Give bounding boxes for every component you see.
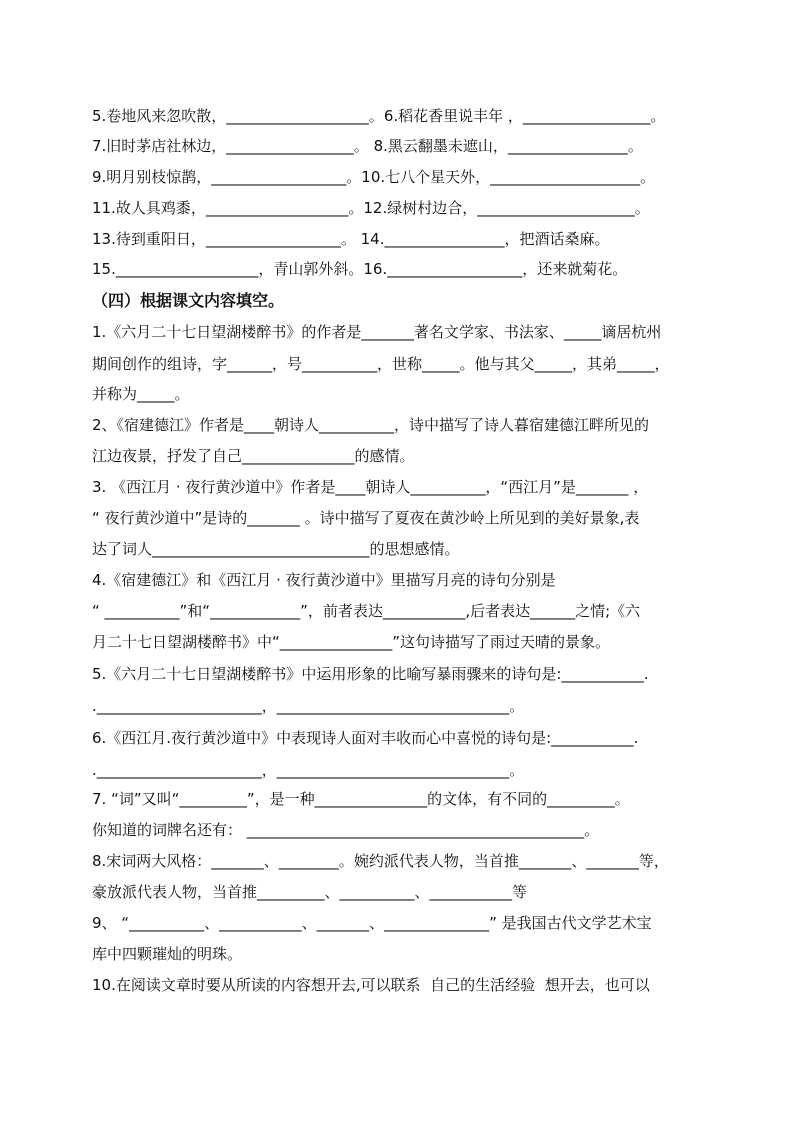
question-line: 2、《宿建德江》作者是____朝诗人__________，诗中描写了诗人暮宿建德江畔所见的	[92, 416, 650, 434]
section-heading: （四）根据课文内容填空。	[92, 291, 285, 310]
question-line: 4.《宿建德江》和《西江月 · 夜行黄沙道中》里描写月亮的诗句分别是	[92, 571, 556, 589]
question-line: 5.《六月二十七日望湖楼醉书》中运用形象的比喻写暴雨骤来的诗句是:___________.	[92, 665, 649, 683]
question-line: 9、 “__________、___________、_______、______________” 是我国古代文学艺术宝	[92, 914, 652, 932]
fill-line: 5.卷地风来忽吹散，___________________。6.稻花香里说丰年 ，_________________。	[92, 107, 666, 125]
question-line: 并称为_____。	[92, 385, 190, 403]
question-line: .______________________，_______________________________。	[92, 697, 525, 715]
fill-line: 7.旧时茅店社林边，_________________。 8.黑云翻墨未遮山，________________。	[92, 137, 643, 155]
question-line: 江边夜景，抒发了自己_______________的感情。	[92, 447, 415, 465]
question-line: 你知道的词牌名还有： _____________________________________________。	[92, 821, 600, 839]
fill-line: 15.___________________，青山郭外斜。16.__________________，还来就菊花。	[92, 260, 628, 278]
question-line: 库中四颗璀灿的明珠。	[92, 945, 243, 963]
question-line: 10.在阅读文章时要从所读的内容想开去,可以联系 自己的生活经验 想开去，也可以	[92, 976, 650, 994]
question-line: 期间创作的组诗，字______，号__________，世称_____。他与其父_____，其弟_____，	[92, 355, 670, 373]
fill-line: 13.待到重阳日，__________________。 14.________________，把酒话桑麻。	[92, 230, 610, 248]
question-line: “ __________”和“____________”，前者表达___________,后者表达______之情;《六	[92, 602, 641, 620]
question-line: 月二十七日望湖楼醉书》中“_______________”这句诗描写了雨过天晴的景象。	[92, 633, 611, 651]
question-line: 达了词人_____________________________的思想感情。	[92, 540, 460, 558]
question-line: 豪放派代表人物，当首推_________、__________、___________等	[92, 883, 528, 901]
fill-line: 11.故人具鸡黍，___________________。12.绿树村边合，_____________________。	[92, 199, 650, 217]
question-line: “ 夜行黄沙道中”是诗的_______ 。诗中描写了夏夜在黄沙岭上所见到的美好景象,表	[92, 509, 640, 527]
question-line: 3. 《西江月 · 夜行黄沙道中》作者是____朝诗人__________，“西江月”是_______ ，	[92, 478, 649, 496]
fill-line: 9.明月别枝惊鹊，__________________。10.七八个星天外，____________________。	[92, 168, 656, 186]
question-line: 7. “词”又叫“_________”，是一种_______________的文体，有不同的_________。	[92, 790, 630, 808]
question-line: .______________________，_______________________________。	[92, 761, 525, 779]
question-line: 1.《六月二十七日望湖楼醉书》的作者是_______著名文学家、书法家、_____谪居杭州	[92, 323, 662, 341]
question-line: 6.《西江月.夜行黄沙道中》中表现诗人面对丰收而心中喜悦的诗句是:___________.	[92, 729, 639, 747]
question-line: 8.宋词两大风格：_______、________。婉约派代表人物，当首推_______、_______等，	[92, 852, 669, 870]
